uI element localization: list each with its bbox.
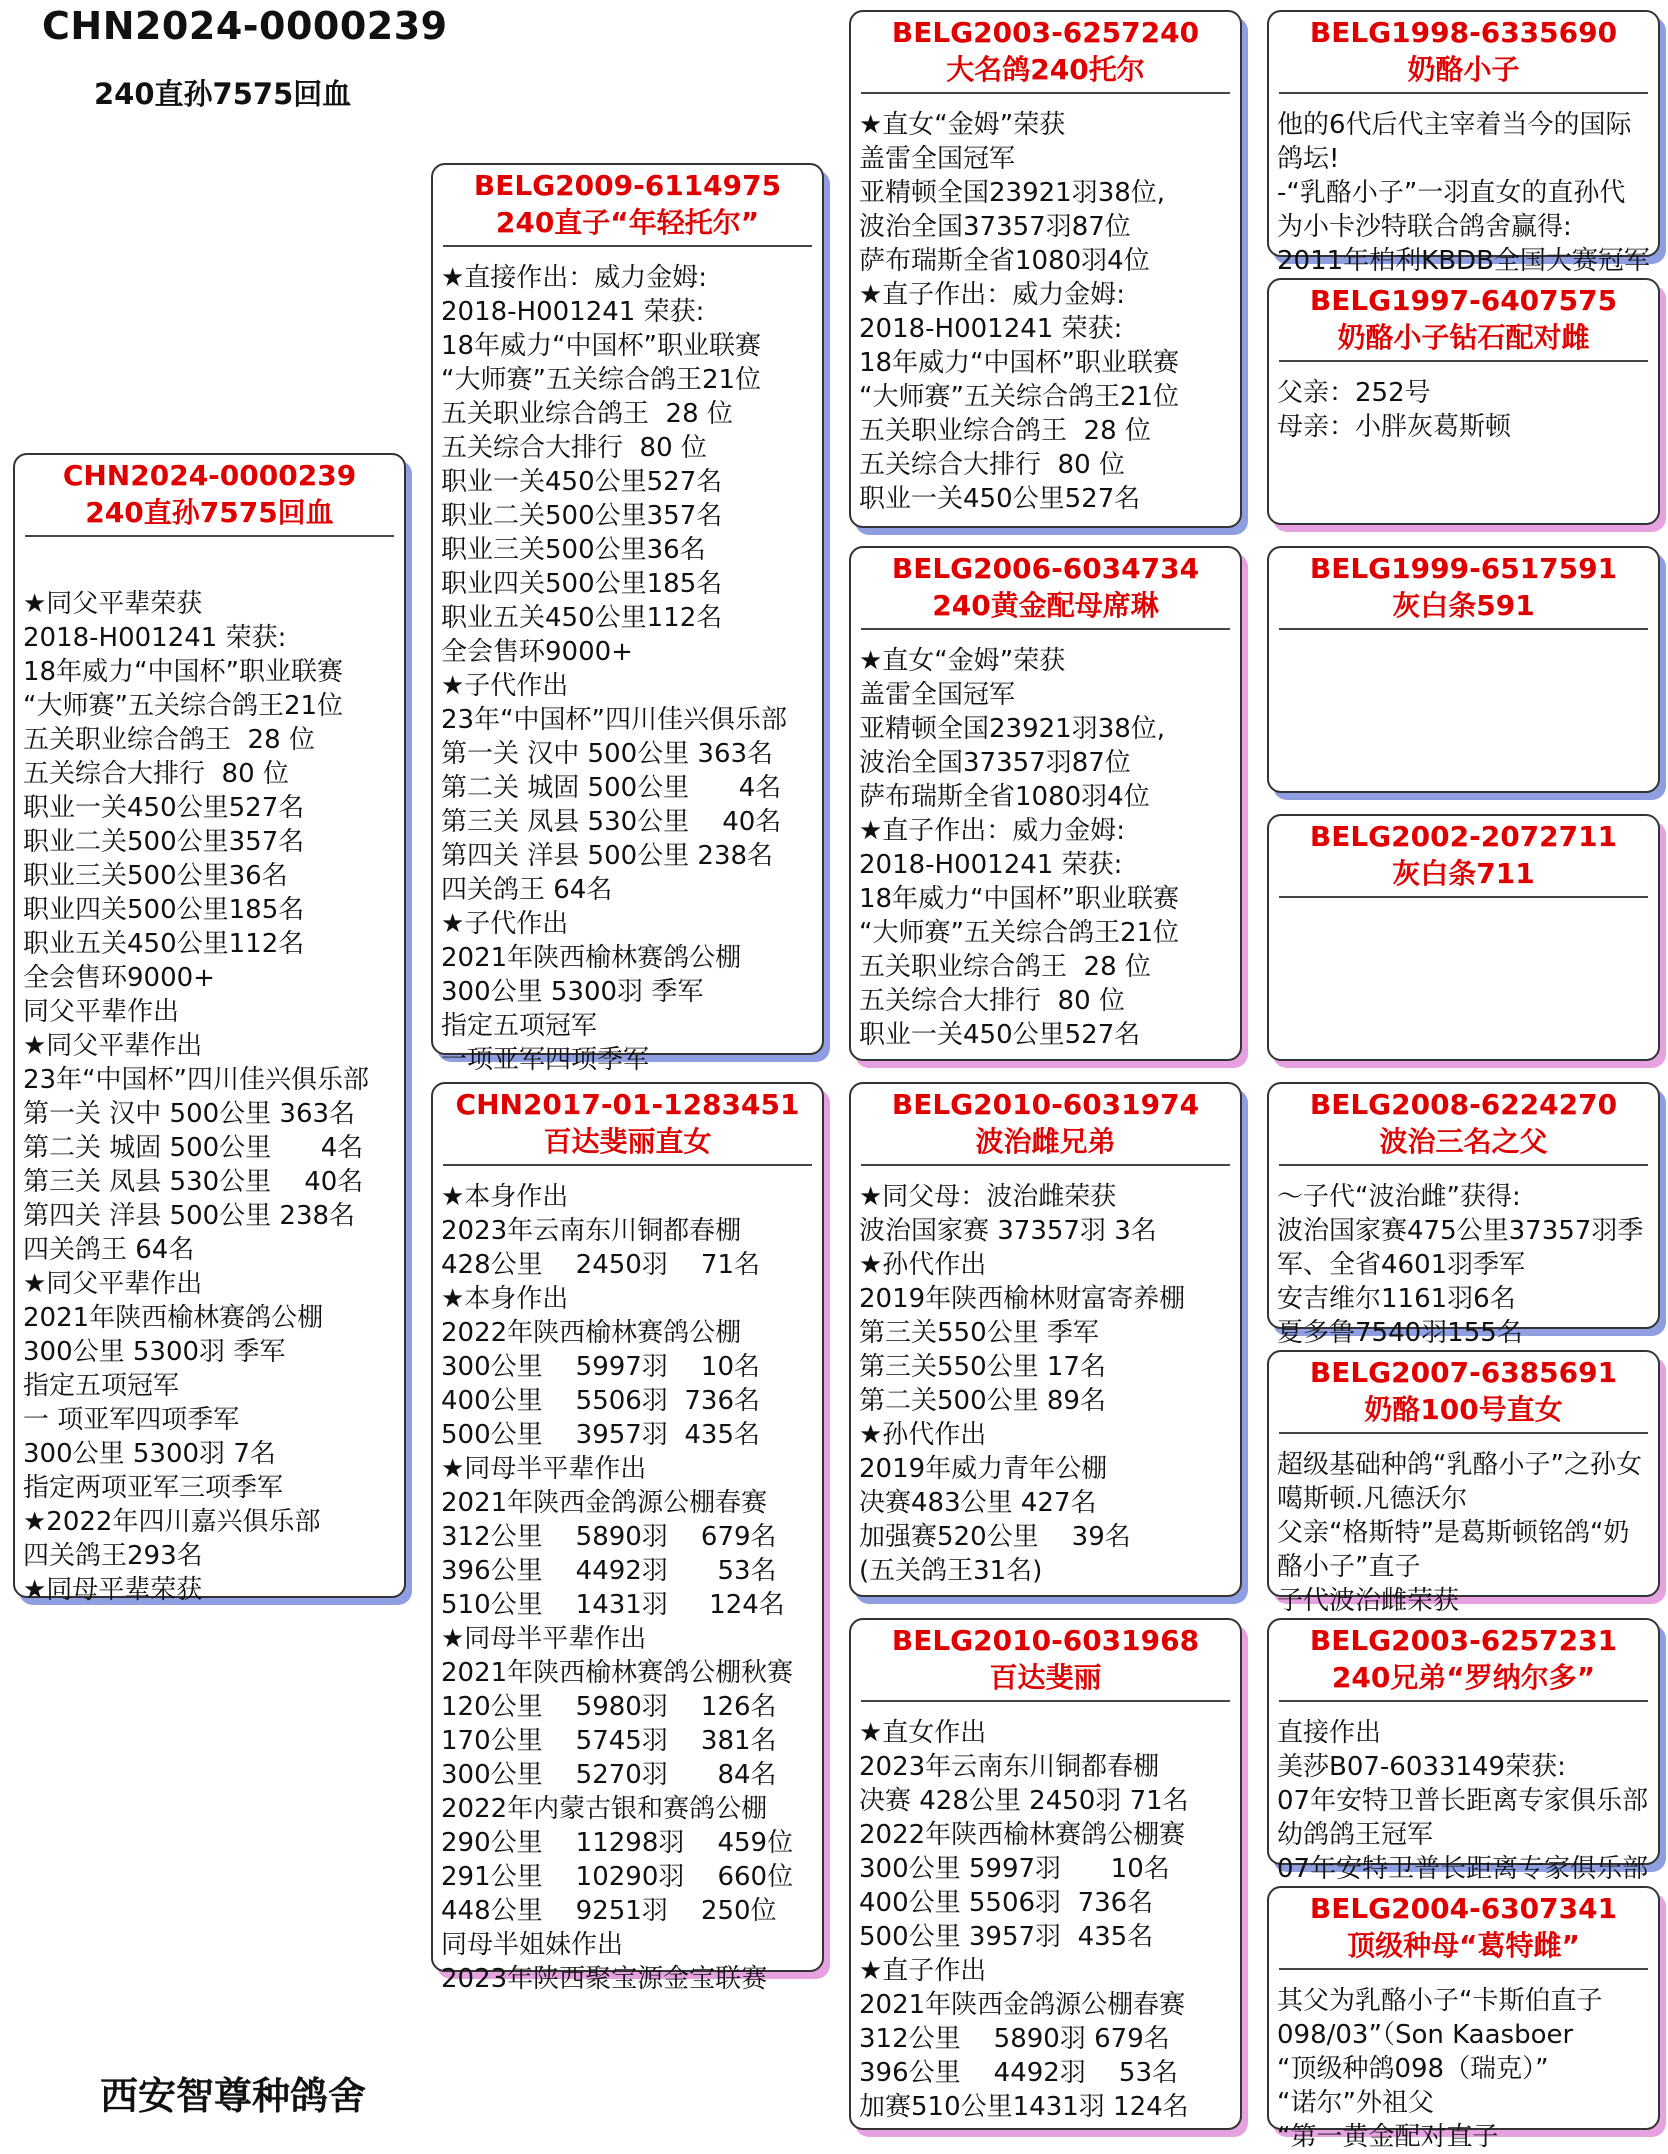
record-line: 其父为乳酪小子“卡斯伯直子098/03”（Son Kaasboer (1277, 1986, 1603, 2050)
record-line: 父亲“格斯特”是葛斯顿铭鸽“奶酪小子”直子 (1277, 1518, 1630, 1582)
record-line: 美莎B07-6033149荣获: (1277, 1752, 1566, 1782)
record-line: (五关鸽王31名) (859, 1556, 1043, 1586)
pedigree-card-dss (1267, 1082, 1660, 1348)
record-line: 亚精顿全国23921羽38位, (859, 714, 1166, 744)
record-line: 波治全国37357羽87位 (859, 748, 1131, 778)
record-line: 五关综合大排行 80 位 (859, 450, 1125, 480)
record-line: 300公里 5300羽 季军 (441, 977, 704, 1007)
record-line: “大师赛”五关综合鸽王21位 (441, 365, 762, 395)
record-line: 职业一关450公里527名 (859, 1020, 1141, 1050)
record-line: 18年威力“中国杯”职业联赛 (23, 657, 344, 687)
record-line: 18年威力“中国杯”职业联赛 (859, 348, 1180, 378)
card-body (851, 94, 1240, 516)
record-line: 第四关 洋县 500公里 238名 (441, 841, 774, 871)
record-line: 职业五关450公里112名 (441, 603, 723, 633)
record-line: ★同父平辈荣获 (23, 589, 203, 619)
bird-name: 灰白条591 (1392, 589, 1535, 622)
bird-name: 奶酪小子钻石配对雌 (1337, 321, 1590, 354)
record-line: 波治国家赛475公里37357羽季军、全省4601羽季军 (1277, 1216, 1644, 1280)
ring-number: BELG2008-6224270 (1309, 1088, 1618, 1121)
record-line: 职业五关450公里112名 (23, 929, 305, 959)
ring-number: BELG2002-2072711 (1309, 820, 1618, 853)
record-line: 五关职业综合鸽王 28 位 (859, 416, 1151, 446)
pedigree-card-subject (13, 453, 406, 1605)
record-line: 23年“中国杯”四川佳兴俱乐部 (441, 705, 788, 735)
pedigree-card-sss (1267, 10, 1660, 276)
record-line: ★同母半平辈作出 (441, 1454, 647, 1484)
record-line: 五关职业综合鸽王 28 位 (23, 725, 315, 755)
record-line: 312公里 5890羽 679名 (859, 2024, 1170, 2054)
record-line: 2019年威力青年公棚 (859, 1454, 1108, 1484)
pedigree-card-sdd (1267, 814, 1660, 1061)
card-body (1269, 1434, 1658, 1618)
record-line: 五关职业综合鸽王 28 位 (441, 399, 733, 429)
record-line: 指定五项冠军 (23, 1371, 180, 1401)
record-line: 400公里 5506羽 736名 (859, 1888, 1154, 1918)
record-line: 波治国家赛 37357羽 3名 (859, 1216, 1157, 1246)
record-line: ★直女“金姆”荣获 (859, 646, 1066, 676)
record-line: 2021年陕西榆林赛鸽公棚秋赛 (441, 1658, 794, 1688)
ring-number: BELG2010-6031968 (891, 1624, 1200, 1657)
card-body (1269, 1702, 1658, 1886)
record-line: 300公里 5270羽 84名 (441, 1760, 777, 1790)
pedigree-card-dds (1267, 1618, 1660, 1884)
bird-name: 波治三名之父 (1379, 1125, 1548, 1158)
record-line: 第二关 城固 500公里 4名 (441, 773, 782, 803)
record-line: 四关鸽王293名 (23, 1541, 203, 1571)
ring-number: BELG2003-6257231 (1309, 1624, 1618, 1657)
record-line: 第三关 凤县 530公里 40名 (441, 807, 782, 837)
record-line: 第三关 凤县 530公里 40名 (23, 1167, 364, 1197)
record-line: 决赛 428公里 2450羽 71名 (859, 1786, 1189, 1816)
pedigree-card-sds (1267, 546, 1660, 793)
record-line: 加强赛520公里 39名 (859, 1522, 1131, 1552)
pedigree-card-ssd (1267, 278, 1660, 525)
record-line: 职业二关500公里357名 (23, 827, 305, 857)
bird-name: 大名鸽240托尔 (946, 53, 1145, 86)
page-subtitle: 240直孙7575回血 (94, 77, 352, 111)
record-line: 396公里 4492羽 53名 (859, 2058, 1178, 2088)
record-line: 291公里 10290羽 660位 (441, 1862, 794, 1892)
record-line: 2021年陕西金鸽源公棚春赛 (441, 1488, 768, 1518)
ring-number: BELG2010-6031974 (891, 1088, 1200, 1121)
pedigree-card-sire (431, 163, 824, 1075)
record-line: ★同父平辈作出 (23, 1269, 203, 1299)
record-line: 同父平辈作出 (23, 997, 180, 1027)
card-body (851, 1166, 1240, 1588)
record-line: ★子代作出 (441, 909, 569, 939)
record-line: ★同父平辈作出 (23, 1031, 203, 1061)
record-line: 职业三关500公里36名 (23, 861, 288, 891)
record-line: 全会售环9000+ (441, 637, 633, 667)
record-line: 五关综合大排行 80 位 (23, 759, 289, 789)
record-line: 2019年陕西榆林财富寄养棚 (859, 1284, 1186, 1314)
record-line: “第一黄金配对直子 (1277, 2122, 1499, 2152)
record-line: 428公里 2450羽 71名 (441, 1250, 760, 1280)
record-line: 第三关550公里 季军 (859, 1318, 1099, 1348)
record-line: 父亲：252号 (1277, 378, 1431, 408)
record-line: 2023年云南东川铜都春棚 (859, 1752, 1160, 1782)
record-line: 四关鸽王 64名 (23, 1235, 195, 1265)
ring-number: CHN2017-01-1283451 (455, 1088, 800, 1121)
bird-name: 奶酪100号直女 (1364, 1393, 1563, 1426)
record-line: 职业四关500公里185名 (441, 569, 723, 599)
ring-number: BELG1997-6407575 (1309, 284, 1618, 317)
ring-number: BELG1998-6335690 (1309, 16, 1618, 49)
card-body (1269, 1970, 1658, 2154)
record-line: 2021年陕西榆林赛鸽公棚 (441, 943, 742, 973)
record-line: ★直子作出：威力金姆: (859, 280, 1126, 310)
record-line: ★本身作出 (441, 1182, 569, 1212)
record-line: ★直子作出：威力金姆: (859, 816, 1126, 846)
record-line: 职业一关450公里527名 (23, 793, 305, 823)
record-line: 职业四关500公里185名 (23, 895, 305, 925)
bird-name: 波治雌兄弟 (975, 1125, 1116, 1158)
record-line: 170公里 5745羽 381名 (441, 1726, 777, 1756)
record-line: ★孙代作出 (859, 1420, 987, 1450)
record-line: 2022年陕西榆林赛鸽公棚赛 (859, 1820, 1186, 1850)
pedigree-card-dam-sire (849, 1082, 1242, 1597)
record-line: 盖雷全国冠军 (859, 680, 1016, 710)
record-line: 2021年陕西榆林赛鸽公棚 (23, 1303, 324, 1333)
record-line: 五关综合大排行 80 位 (441, 433, 707, 463)
bird-name: 240直孙7575回血 (85, 496, 334, 529)
record-line: -“乳酪小子”一羽直女的直孙代为小卡沙特联合鸽舍赢得: (1277, 178, 1626, 242)
bird-name: 240黄金配母席琳 (932, 589, 1159, 622)
record-line: ★同母平辈荣获 (23, 1575, 203, 1605)
card-body (851, 1702, 1240, 2124)
record-line: 2018-H001241 荣获: (859, 850, 1123, 880)
bird-name: 顶级种母“葛特雌” (1347, 1929, 1580, 1962)
card-body (433, 1166, 822, 1996)
bird-name: 奶酪小子 (1407, 53, 1520, 86)
record-line: 120公里 5980羽 126名 (441, 1692, 777, 1722)
record-line: ★直女作出 (859, 1718, 987, 1748)
bird-name: 灰白条711 (1392, 857, 1535, 890)
record-line: ★孙代作出 (859, 1250, 987, 1280)
record-line: 23年“中国杯”四川佳兴俱乐部 (23, 1065, 370, 1095)
record-line: 加赛510公里1431羽 124名 (859, 2092, 1189, 2122)
record-line: 四关鸽王 64名 (441, 875, 613, 905)
pedigree-card-sire-sire (849, 10, 1242, 528)
record-line: 07年安特卫普长距离专家俱乐部 (1277, 1854, 1649, 1884)
page-ring-number: CHN2024-0000239 (42, 4, 448, 48)
record-line: 五关职业综合鸽王 28 位 (859, 952, 1151, 982)
record-line: 萨布瑞斯全省1080羽4位 (859, 782, 1150, 812)
record-line: ★直子作出 (859, 1956, 987, 1986)
record-line: “大师赛”五关综合鸽王21位 (23, 691, 344, 721)
ring-number: BELG2007-6385691 (1309, 1356, 1618, 1389)
record-line: 盖雷全国冠军 (859, 144, 1016, 174)
bird-name: 百达斐丽直女 (543, 1125, 712, 1158)
record-line: 500公里 3957羽 435名 (441, 1420, 761, 1450)
record-line: 夏多鲁7540羽155名 (1277, 1318, 1523, 1348)
card-body (1269, 1166, 1658, 1350)
record-line: 2022年陕西榆林赛鸽公棚 (441, 1318, 742, 1348)
record-line: 300公里 5997羽 10名 (441, 1352, 760, 1382)
ring-number: BELG2004-6307341 (1309, 1892, 1618, 1925)
record-line: 2023年陕西聚宝源金宝联赛 (441, 1964, 768, 1994)
record-line: 子代波治雌荣获 (1277, 1586, 1460, 1616)
card-body (1269, 94, 1658, 278)
bird-name: 240直子“年轻托尔” (495, 206, 760, 239)
record-line: 萨布瑞斯全省1080羽4位 (859, 246, 1150, 276)
ring-number: BELG2006-6034734 (891, 552, 1200, 585)
record-line: 决赛483公里 427名 (859, 1488, 1097, 1518)
record-line: 全会售环9000+ (23, 963, 215, 993)
card-body (1269, 362, 1658, 444)
record-line: 2021年陕西金鸽源公棚春赛 (859, 1990, 1186, 2020)
pedigree-card-ddd (1267, 1886, 1660, 2152)
record-line: “诺尔”外祖父 (1277, 2088, 1434, 2118)
bird-name: 240兄弟“罗纳尔多” (1331, 1661, 1596, 1694)
record-line: 2018-H001241 荣获: (859, 314, 1123, 344)
record-line: “大师赛”五关综合鸽王21位 (859, 382, 1180, 412)
record-line: 指定两项亚军三项季军 (23, 1473, 284, 1503)
pedigree-card-sire-dam (849, 546, 1242, 1061)
record-line: 第三关550公里 17名 (859, 1352, 1106, 1382)
record-line: ★同母半平辈作出 (441, 1624, 647, 1654)
record-line: 400公里 5506羽 736名 (441, 1386, 761, 1416)
record-line: 职业三关500公里36名 (441, 535, 706, 565)
record-line: 波治全国37357羽87位 (859, 212, 1131, 242)
record-line: 指定五项冠军 (441, 1011, 598, 1041)
record-line: 安吉维尔1161羽6名 (1277, 1284, 1516, 1314)
record-line: ★本身作出 (441, 1284, 569, 1314)
record-line: 2018-H001241 荣获: (23, 623, 287, 653)
record-line: 510公里 1431羽 124名 (441, 1590, 785, 1620)
record-line: 他的6代后代主宰着当今的国际鸽坛! (1277, 110, 1632, 174)
record-line: 一项亚军四项季军 (441, 1045, 650, 1075)
record-line: 第一关 汉中 500公里 363名 (441, 739, 774, 769)
record-line: 第四关 洋县 500公里 238名 (23, 1201, 356, 1231)
ring-number: BELG2009-6114975 (473, 169, 782, 202)
record-line: 直接作出 (1277, 1718, 1382, 1748)
record-line: 2022年内蒙古银和赛鸽公棚 (441, 1794, 768, 1824)
record-line: 职业二关500公里357名 (441, 501, 723, 531)
record-line: ★子代作出 (441, 671, 569, 701)
record-line: 07年安特卫普长距离专家俱乐部幼鸽鸽王冠军 (1277, 1786, 1649, 1850)
record-line: 290公里 11298羽 459位 (441, 1828, 794, 1858)
loft-name: 西安智尊种鸽舍 (100, 2074, 367, 2118)
card-body (851, 630, 1240, 1052)
record-line: ★同父母：波治雌荣获 (859, 1182, 1117, 1212)
record-line: 亚精顿全国23921羽38位, (859, 178, 1166, 208)
card-body (1269, 630, 1658, 644)
pedigree-card-dsd (1267, 1350, 1660, 1616)
record-line: 第二关500公里 89名 (859, 1386, 1106, 1416)
record-line: ★直接作出：威力金姆: (441, 263, 708, 293)
record-line: “大师赛”五关综合鸽王21位 (859, 918, 1180, 948)
record-line: 500公里 3957羽 435名 (859, 1922, 1154, 1952)
record-line: 2023年云南东川铜都春棚 (441, 1216, 742, 1246)
card-body (1269, 898, 1658, 912)
record-line: 同母半姐妹作出 (441, 1930, 624, 1960)
record-line: 2011年柏利KBDB全国大赛冠军 (1277, 246, 1650, 276)
pedigree-card-dam (431, 1082, 824, 1994)
record-line: “顶级种鸽098（瑞克）” (1277, 2054, 1549, 2084)
record-line: 一 项亚军四项季军 (23, 1405, 240, 1435)
record-line: 第二关 城固 500公里 4名 (23, 1133, 364, 1163)
record-line: 448公里 9251羽 250位 (441, 1896, 777, 1926)
record-line: 2018-H001241 荣获: (441, 297, 705, 327)
record-line: 300公里 5997羽 10名 (859, 1854, 1170, 1884)
record-line: 第一关 汉中 500公里 363名 (23, 1099, 356, 1129)
record-line: 396公里 4492羽 53名 (441, 1556, 777, 1586)
record-line: 职业一关450公里527名 (859, 484, 1141, 514)
record-line: 18年威力“中国杯”职业联赛 (441, 331, 762, 361)
record-line: 300公里 5300羽 季军 (23, 1337, 286, 1367)
card-body (15, 537, 404, 1607)
record-line: 母亲：小胖灰葛斯顿 (1277, 412, 1512, 442)
bird-name: 百达斐丽 (989, 1661, 1102, 1694)
record-line: ★直女“金姆”荣获 (859, 110, 1066, 140)
record-line: ★2022年四川嘉兴俱乐部 (23, 1507, 321, 1537)
ring-number: BELG1999-6517591 (1309, 552, 1618, 585)
record-line: 18年威力“中国杯”职业联赛 (859, 884, 1180, 914)
record-line: 312公里 5890羽 679名 (441, 1522, 777, 1552)
ring-number: BELG2003-6257240 (891, 16, 1200, 49)
record-line: 超级基础种鸽“乳酪小子”之孙女噶斯顿.凡德沃尔 (1277, 1450, 1642, 1514)
record-line: 五关综合大排行 80 位 (859, 986, 1125, 1016)
record-line: 职业一关450公里527名 (441, 467, 723, 497)
record-line: ～子代“波治雌”获得: (1277, 1182, 1521, 1212)
pedigree-card-dam-dam (849, 1618, 1242, 2130)
record-line: 300公里 5300羽 7名 (23, 1439, 276, 1469)
card-body (433, 247, 822, 1077)
ring-number: CHN2024-0000239 (62, 459, 357, 492)
